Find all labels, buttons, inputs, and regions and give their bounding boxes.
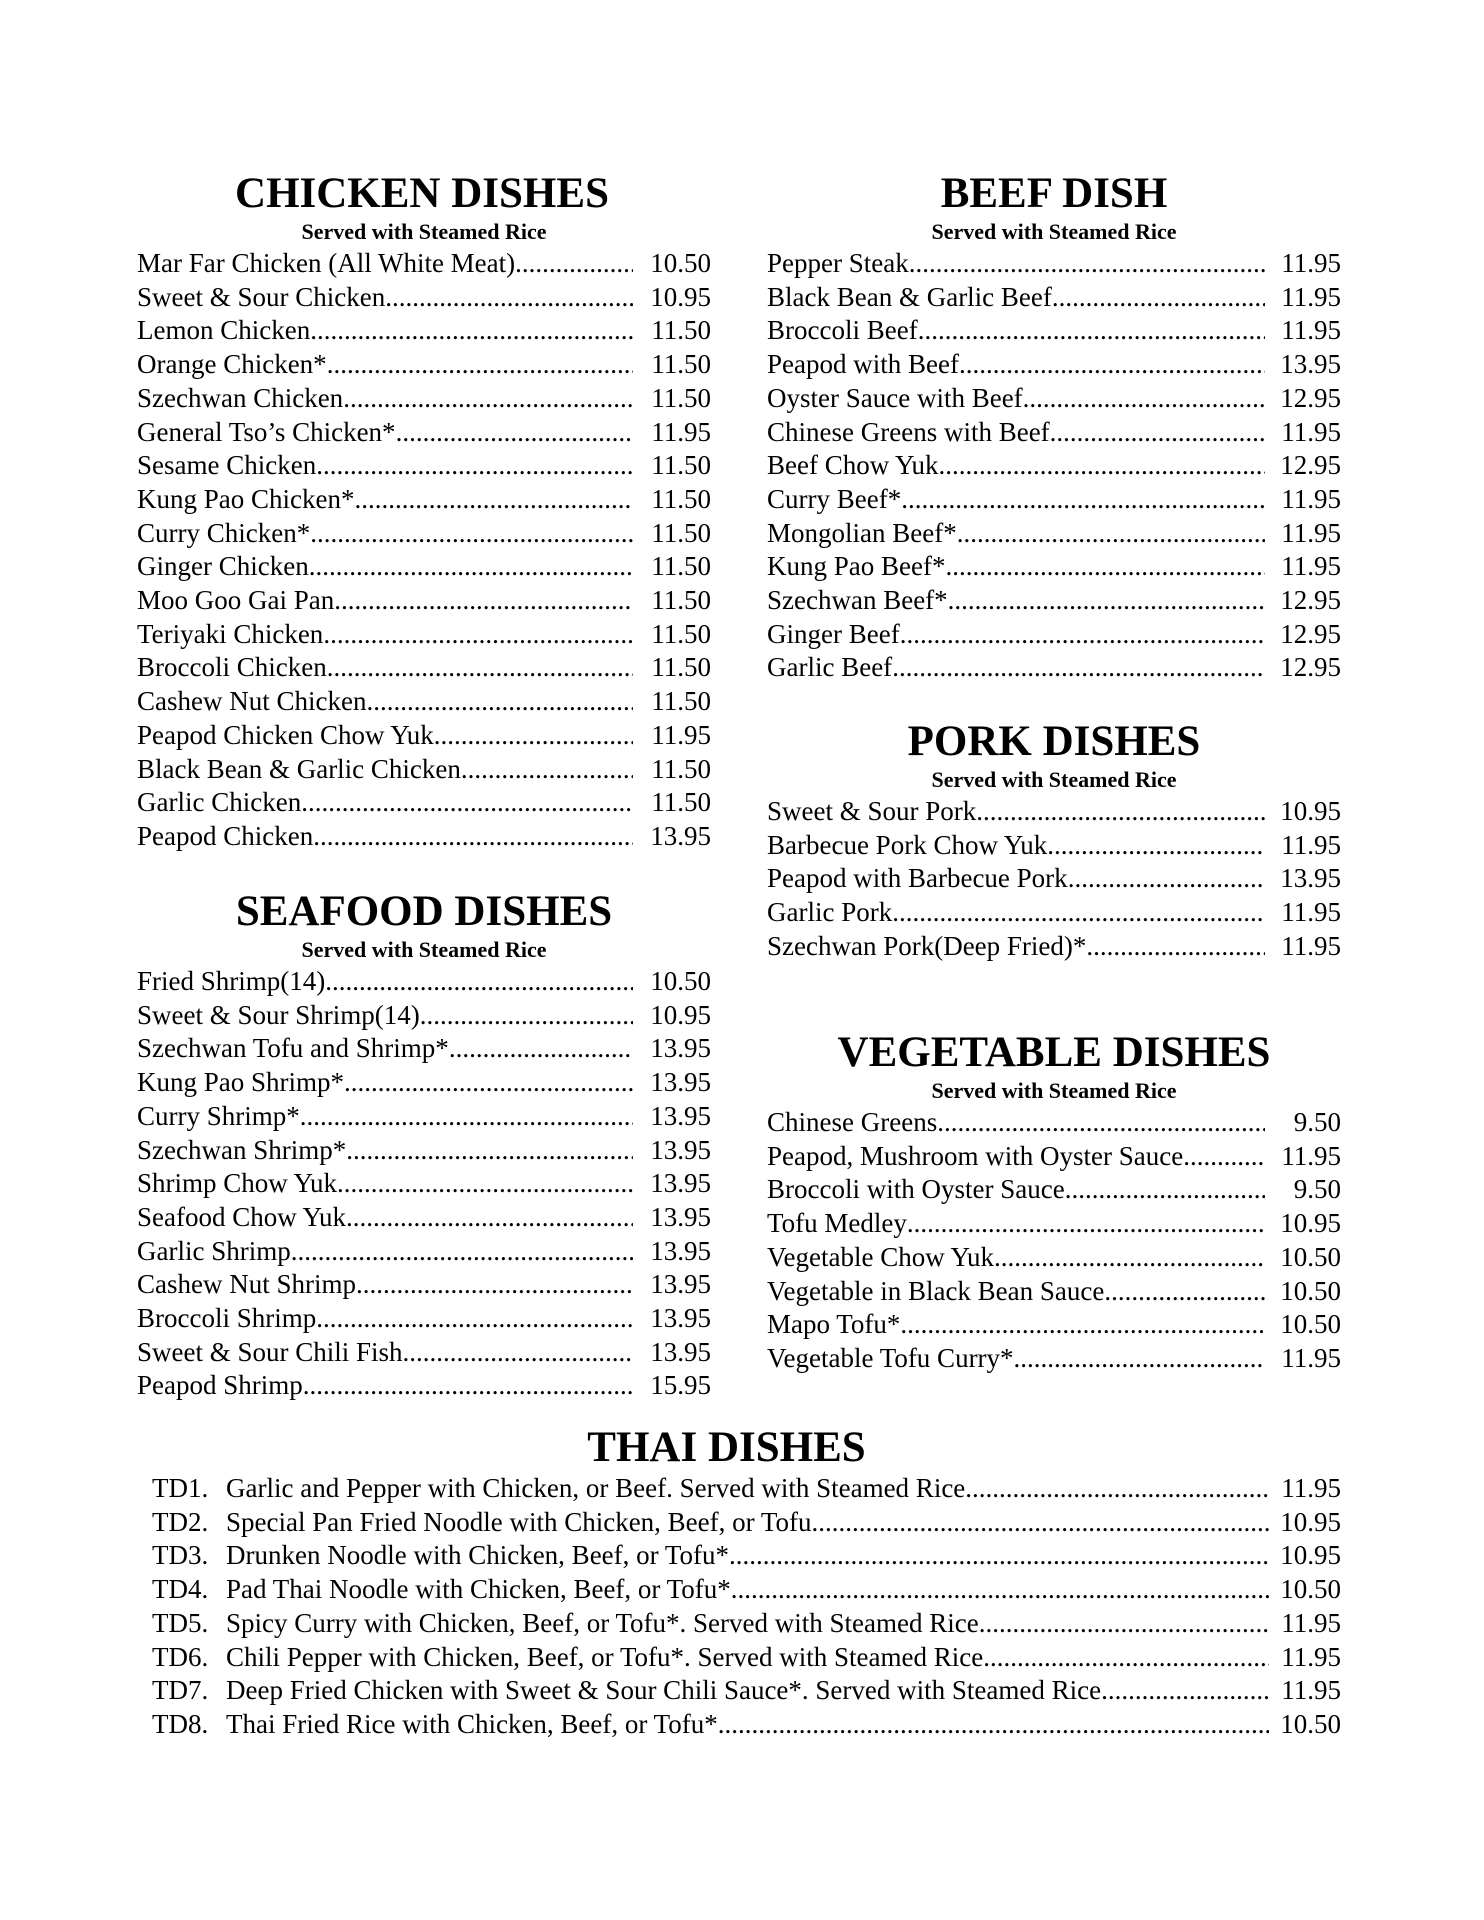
menu-item-name: Chinese Greens with Beef xyxy=(767,416,1050,447)
menu-item xyxy=(137,1302,711,1336)
menu-item-name: Szechwan Shrimp* xyxy=(137,1134,347,1165)
menu-item-name: Lemon Chicken xyxy=(137,315,311,346)
menu-item-price: 11.95 xyxy=(1281,517,1341,548)
dot-leader xyxy=(909,247,1265,281)
menu-item-price: 13.95 xyxy=(650,1033,711,1064)
menu-item-name: Curry Shrimp* xyxy=(137,1100,300,1131)
menu-item-price: 11.50 xyxy=(651,618,711,649)
menu-item-price: 10.95 xyxy=(1280,796,1341,826)
menu-item-name: Black Bean & Garlic Chicken xyxy=(137,753,461,784)
menu-item xyxy=(767,1308,1341,1342)
dot-leader xyxy=(959,348,1265,382)
dot-leader xyxy=(937,1106,1265,1140)
menu-item xyxy=(767,896,1341,930)
menu-item-price: 12.95 xyxy=(1280,585,1341,616)
dot-leader xyxy=(449,1032,633,1066)
menu-item-name: Vegetable Chow Yuk xyxy=(767,1241,994,1272)
menu-item-name: Beef Chow Yuk xyxy=(767,450,939,481)
menu-item-price: 13.95 xyxy=(1280,863,1341,894)
menu-item-price: 11.95 xyxy=(1281,829,1341,860)
menu-item-code: TD8. xyxy=(152,1708,209,1739)
menu-item-price: 13.95 xyxy=(650,1269,711,1300)
dot-leader xyxy=(907,1207,1265,1241)
menu-item xyxy=(767,1106,1341,1140)
menu-item xyxy=(152,1674,1341,1708)
menu-item-name: Broccoli with Oyster Sauce xyxy=(767,1174,1065,1205)
menu-item xyxy=(137,1369,711,1403)
menu-item-price: 13.95 xyxy=(650,1336,711,1367)
menu-item xyxy=(767,416,1341,450)
dot-leader xyxy=(1086,930,1265,964)
menu-item-price: 11.50 xyxy=(651,551,711,582)
menu-item-name: Curry Chicken* xyxy=(137,517,311,548)
menu-item xyxy=(152,1472,1341,1506)
menu-item xyxy=(137,1235,711,1269)
menu-item xyxy=(137,685,711,719)
menu-item xyxy=(767,517,1341,551)
item-list-seafood xyxy=(137,965,711,1403)
menu-item-price: 12.95 xyxy=(1280,382,1341,413)
menu-item xyxy=(137,1336,711,1370)
menu-item-price: 11.50 xyxy=(651,787,711,818)
dot-leader xyxy=(900,618,1265,652)
dot-leader xyxy=(1052,281,1265,315)
dot-leader xyxy=(731,1573,1269,1607)
dot-leader xyxy=(344,1066,633,1100)
menu-item xyxy=(137,965,711,999)
menu-item xyxy=(137,1066,711,1100)
menu-item xyxy=(137,786,711,820)
menu-item-price: 13.95 xyxy=(650,820,711,851)
menu-item-price: 13.95 xyxy=(650,1134,711,1165)
menu-item-name: Szechwan Pork(Deep Fried)* xyxy=(767,930,1087,961)
dot-leader xyxy=(1104,1275,1265,1309)
menu-item-price: 11.95 xyxy=(1281,1140,1341,1171)
menu-item xyxy=(137,550,711,584)
dot-leader xyxy=(356,1268,633,1302)
dot-leader xyxy=(729,1539,1269,1573)
dot-leader xyxy=(994,1241,1265,1275)
dot-leader xyxy=(325,965,633,999)
menu-item-name: Oyster Sauce with Beef xyxy=(767,382,1023,413)
menu-item xyxy=(767,1173,1341,1207)
dot-leader xyxy=(979,1607,1269,1641)
menu-item-price: 11.95 xyxy=(1281,416,1341,447)
dot-leader xyxy=(385,281,633,315)
menu-item xyxy=(137,247,711,281)
menu-item-name: Drunken Noodle with Chicken, Beef, or Tofu* xyxy=(226,1540,730,1571)
menu-item-name: Szechwan Tofu and Shrimp* xyxy=(137,1033,449,1064)
dot-leader xyxy=(337,1167,633,1201)
beef-section xyxy=(767,170,1341,685)
dot-leader xyxy=(346,1134,633,1168)
menu-item xyxy=(152,1539,1341,1573)
dot-leader xyxy=(403,1336,633,1370)
menu-item-price: 10.95 xyxy=(1280,1208,1341,1239)
menu-item-name: Special Pan Fried Noodle with Chicken, Beef, or Tofu xyxy=(226,1506,812,1537)
menu-item-price: 11.95 xyxy=(651,416,711,447)
menu-item-name: Sesame Chicken xyxy=(137,450,317,481)
menu-item-name: Pad Thai Noodle with Chicken, Beef, or Tofu* xyxy=(226,1574,731,1605)
section-subtitle-chicken: Served with Steamed Rice xyxy=(301,219,547,244)
item-list-vegetable xyxy=(767,1106,1341,1376)
menu-item-name: Broccoli Beef xyxy=(767,315,918,346)
menu-item-price: 13.95 xyxy=(650,1168,711,1199)
dot-leader xyxy=(812,1506,1270,1540)
dot-leader xyxy=(892,651,1265,685)
dot-leader xyxy=(327,651,633,685)
menu-item xyxy=(767,651,1341,685)
menu-item-name: Moo Goo Gai Pan xyxy=(137,585,335,616)
menu-item-name: Peapod Chicken Chow Yuk xyxy=(137,719,434,750)
menu-item-name: Ginger Beef xyxy=(767,618,900,649)
menu-item xyxy=(137,999,711,1033)
menu-item xyxy=(152,1641,1341,1675)
menu-item xyxy=(767,281,1341,315)
menu-item-code: TD4. xyxy=(152,1574,209,1605)
menu-item xyxy=(767,550,1341,584)
section-subtitle-pork: Served with Steamed Rice xyxy=(931,767,1177,792)
menu-item xyxy=(767,449,1341,483)
menu-item-name: Curry Beef* xyxy=(767,483,902,514)
menu-item xyxy=(767,618,1341,652)
menu-item-name: Garlic Beef xyxy=(767,652,893,683)
menu-item-name: Kung Pao Shrimp* xyxy=(137,1067,345,1098)
menu-item xyxy=(767,1207,1341,1241)
menu-item xyxy=(767,930,1341,964)
dot-leader xyxy=(343,382,633,416)
menu-item-name: Sweet & Sour Chicken xyxy=(137,281,386,312)
menu-item-price: 13.95 xyxy=(650,1067,711,1098)
menu-item-price: 11.95 xyxy=(1281,1473,1341,1503)
dot-leader xyxy=(310,314,633,348)
menu-item-name: Szechwan Beef* xyxy=(767,585,948,616)
menu-item xyxy=(767,247,1341,281)
section-title-vegetable: VEGETABLE DISHES xyxy=(837,1029,1271,1076)
menu-item xyxy=(152,1708,1341,1742)
menu-item-name: Cashew Nut Chicken xyxy=(137,686,367,717)
menu-item-name: General Tso’s Chicken* xyxy=(137,416,396,447)
menu-item-price: 11.50 xyxy=(651,686,711,717)
menu-item xyxy=(137,416,711,450)
menu-item-name: Szechwan Chicken xyxy=(137,382,344,413)
menu-item-name: Mapo Tofu* xyxy=(767,1309,901,1340)
dot-leader xyxy=(1101,1674,1269,1708)
dot-leader xyxy=(965,1472,1269,1506)
menu-item-name: Thai Fried Rice with Chicken, Beef, or Tofu* xyxy=(226,1708,718,1739)
menu-item xyxy=(767,382,1341,416)
menu-item xyxy=(137,584,711,618)
menu-item-price: 11.50 xyxy=(651,585,711,616)
menu-item-name: Kung Pao Chicken* xyxy=(137,483,355,514)
dot-leader xyxy=(900,1308,1265,1342)
menu-item xyxy=(767,1275,1341,1309)
menu-item-name: Peapod Chicken xyxy=(137,820,314,851)
menu-item xyxy=(137,1134,711,1168)
dot-leader xyxy=(1014,1342,1265,1376)
menu-item-name: Vegetable in Black Bean Sauce xyxy=(767,1275,1105,1306)
dot-leader xyxy=(323,618,633,652)
menu-item-name: Chili Pepper with Chicken, Beef, or Tofu*. Served with Steamed Rice xyxy=(226,1641,984,1672)
dot-leader xyxy=(291,1235,633,1269)
section-title-beef: BEEF DISH xyxy=(940,170,1168,217)
menu-item xyxy=(767,314,1341,348)
menu-item-name: Sweet & Sour Shrimp(14) xyxy=(137,999,420,1030)
menu-item-price: 10.95 xyxy=(650,281,711,312)
menu-item xyxy=(137,753,711,787)
menu-item-price: 10.50 xyxy=(1280,1574,1341,1605)
menu-item-price: 11.95 xyxy=(1281,930,1341,961)
item-list-thai xyxy=(152,1472,1341,1742)
menu-item xyxy=(137,382,711,416)
menu-item-price: 13.95 xyxy=(650,1303,711,1334)
menu-item xyxy=(137,449,711,483)
menu-item xyxy=(767,1342,1341,1376)
menu-item-price: 12.95 xyxy=(1280,618,1341,649)
menu-item xyxy=(137,517,711,551)
menu-item-name: Chinese Greens xyxy=(767,1107,938,1137)
section-subtitle-beef: Served with Steamed Rice xyxy=(931,219,1177,244)
section-title-seafood: SEAFOOD DISHES xyxy=(235,888,613,935)
menu-item-price: 11.95 xyxy=(1281,897,1341,928)
menu-item-price: 13.95 xyxy=(650,1201,711,1232)
menu-item-price: 11.95 xyxy=(1281,551,1341,582)
menu-item-name: Garlic Pork xyxy=(767,897,893,928)
menu-item-price: 10.50 xyxy=(1280,1241,1341,1272)
dot-leader xyxy=(346,1201,633,1235)
menu-item-price: 11.50 xyxy=(651,517,711,548)
menu-item-price: 11.50 xyxy=(651,349,711,380)
menu-item-name: Broccoli Shrimp xyxy=(137,1303,317,1334)
menu-item xyxy=(137,1167,711,1201)
menu-item xyxy=(152,1573,1341,1607)
menu-item xyxy=(767,584,1341,618)
menu-item xyxy=(767,795,1341,829)
item-list-chicken xyxy=(137,247,711,854)
dot-leader xyxy=(515,247,633,281)
dot-leader xyxy=(1183,1140,1265,1174)
menu-item-price: 11.50 xyxy=(651,483,711,514)
menu-item xyxy=(767,1241,1341,1275)
menu-item-name: Barbecue Pork Chow Yuk xyxy=(767,829,1048,860)
menu-item xyxy=(137,618,711,652)
menu-item-price: 11.95 xyxy=(1281,1641,1341,1672)
dot-leader xyxy=(301,786,633,820)
dot-leader xyxy=(313,820,633,854)
menu-item-code: TD1. xyxy=(152,1473,209,1503)
menu-item-price: 9.50 xyxy=(1293,1174,1341,1205)
dot-leader xyxy=(892,896,1265,930)
menu-item-price: 12.95 xyxy=(1280,652,1341,683)
section-title-thai: THAI DISHES xyxy=(587,1424,866,1471)
dot-leader xyxy=(316,1302,633,1336)
menu-item-price: 10.95 xyxy=(1280,1540,1341,1571)
menu-item-price: 11.95 xyxy=(1281,281,1341,312)
menu-item-price: 11.95 xyxy=(1281,483,1341,514)
menu-item-name: Fried Shrimp(14) xyxy=(137,966,326,996)
dot-leader xyxy=(1050,416,1265,450)
dot-leader xyxy=(316,449,633,483)
menu-item xyxy=(767,1140,1341,1174)
dot-leader xyxy=(366,685,633,719)
menu-item-name: Garlic and Pepper with Chicken, or Beef. Served with Steamed Rice xyxy=(226,1473,966,1503)
menu-item-name: Pepper Steak xyxy=(767,248,909,278)
menu-item-price: 11.50 xyxy=(651,450,711,481)
thai-section xyxy=(152,1424,1341,1742)
menu-item-name: Ginger Chicken xyxy=(137,551,309,582)
menu-item xyxy=(767,348,1341,382)
menu-item xyxy=(137,281,711,315)
item-list-beef xyxy=(767,247,1341,685)
menu-item-name: Kung Pao Beef* xyxy=(767,551,946,582)
menu-item xyxy=(137,1100,711,1134)
dot-leader xyxy=(300,1100,633,1134)
section-subtitle-vegetable: Served with Steamed Rice xyxy=(931,1078,1177,1103)
menu-item-name: Peapod Shrimp xyxy=(137,1370,303,1401)
menu-item xyxy=(137,483,711,517)
menu-item-price: 11.50 xyxy=(651,753,711,784)
section-title-chicken: CHICKEN DISHES xyxy=(235,170,609,217)
section-title-pork: PORK DISHES xyxy=(907,718,1201,765)
menu-item-price: 13.95 xyxy=(650,1100,711,1131)
dot-leader xyxy=(1023,382,1265,416)
menu-item-name: Peapod, Mushroom with Oyster Sauce xyxy=(767,1140,1184,1171)
menu-item-price: 11.95 xyxy=(651,719,711,750)
menu-item-name: Orange Chicken* xyxy=(137,349,327,380)
menu-item-price: 11.50 xyxy=(651,315,711,346)
section-subtitle-seafood: Served with Steamed Rice xyxy=(301,937,547,962)
menu-item-price: 9.50 xyxy=(1293,1107,1341,1137)
menu-item xyxy=(137,1032,711,1066)
dot-leader xyxy=(434,719,633,753)
menu-item xyxy=(152,1607,1341,1641)
menu-item-price: 11.95 xyxy=(1281,1607,1341,1638)
dot-leader xyxy=(957,517,1265,551)
menu-item-price: 10.50 xyxy=(1280,1708,1341,1739)
vegetable-section xyxy=(767,1029,1341,1376)
dot-leader xyxy=(354,483,633,517)
chicken-section xyxy=(137,170,711,854)
menu-item-price: 11.95 xyxy=(1281,248,1341,278)
menu-item-price: 11.95 xyxy=(1281,315,1341,346)
dot-leader xyxy=(918,314,1265,348)
dot-leader xyxy=(1068,862,1265,896)
dot-leader xyxy=(938,449,1265,483)
dot-leader xyxy=(310,517,633,551)
dot-leader xyxy=(718,1708,1269,1742)
menu-item-price: 11.50 xyxy=(651,382,711,413)
menu-item-name: Shrimp Chow Yuk xyxy=(137,1168,338,1199)
menu-item-price: 11.95 xyxy=(1281,1342,1341,1373)
menu-item-code: TD7. xyxy=(152,1675,209,1706)
menu-item xyxy=(137,314,711,348)
menu-item xyxy=(137,719,711,753)
menu-item-price: 10.95 xyxy=(1280,1506,1341,1537)
menu-item-name: Garlic Shrimp xyxy=(137,1235,291,1266)
menu-item-name: Mar Far Chicken (All White Meat) xyxy=(137,248,516,278)
menu-item-name: Mongolian Beef* xyxy=(767,517,957,548)
dot-leader xyxy=(1065,1173,1265,1207)
menu-item-price: 11.95 xyxy=(1281,1675,1341,1706)
menu-item xyxy=(137,820,711,854)
menu-item-price: 10.50 xyxy=(1280,1309,1341,1340)
seafood-section xyxy=(137,888,711,1403)
menu-item-name: Sweet & Sour Chili Fish xyxy=(137,1336,403,1367)
menu-item xyxy=(137,1268,711,1302)
menu-item-name: Teriyaki Chicken xyxy=(137,618,324,649)
menu-item-code: TD2. xyxy=(152,1506,209,1537)
dot-leader xyxy=(983,1641,1269,1675)
menu-item-code: TD3. xyxy=(152,1540,209,1571)
menu-item-name: Vegetable Tofu Curry* xyxy=(767,1342,1014,1373)
dot-leader xyxy=(948,584,1265,618)
menu-item xyxy=(767,862,1341,896)
menu-item-name: Spicy Curry with Chicken, Beef, or Tofu*. Served with Steamed Rice xyxy=(226,1607,979,1638)
menu-item-name: Seafood Chow Yuk xyxy=(137,1201,346,1232)
menu-item xyxy=(137,1201,711,1235)
dot-leader xyxy=(420,999,633,1033)
menu-item xyxy=(767,829,1341,863)
dot-leader xyxy=(334,584,633,618)
menu-item xyxy=(767,483,1341,517)
menu-item-name: Cashew Nut Shrimp xyxy=(137,1269,356,1300)
item-list-pork xyxy=(767,795,1341,964)
dot-leader xyxy=(1047,829,1265,863)
menu-item-price: 13.95 xyxy=(650,1235,711,1266)
dot-leader xyxy=(309,550,633,584)
menu-item-price: 10.50 xyxy=(1280,1275,1341,1306)
menu-item xyxy=(152,1506,1341,1540)
menu-item-name: Broccoli Chicken xyxy=(137,652,327,683)
menu-item-code: TD5. xyxy=(152,1607,209,1638)
menu-item-price: 15.95 xyxy=(650,1370,711,1401)
dot-leader xyxy=(327,348,633,382)
dot-leader xyxy=(303,1369,633,1403)
menu-item xyxy=(137,651,711,685)
dot-leader xyxy=(976,795,1265,829)
menu-item-name: Peapod with Barbecue Pork xyxy=(767,863,1068,894)
pork-section xyxy=(767,718,1341,964)
menu-item-code: TD6. xyxy=(152,1641,209,1672)
menu-item-name: Sweet & Sour Pork xyxy=(767,796,977,826)
menu-item-price: 11.50 xyxy=(651,652,711,683)
menu-item-name: Black Bean & Garlic Beef xyxy=(767,281,1052,312)
menu-item-price: 10.95 xyxy=(650,999,711,1030)
menu-item-name: Tofu Medley xyxy=(767,1208,907,1239)
dot-leader xyxy=(945,550,1265,584)
menu-item-price: 10.50 xyxy=(650,248,711,278)
dot-leader xyxy=(396,416,633,450)
dot-leader xyxy=(461,753,633,787)
menu-item xyxy=(137,348,711,382)
menu-item-price: 12.95 xyxy=(1280,450,1341,481)
menu-item-name: Deep Fried Chicken with Sweet & Sour Chili Sauce*. Served with Steamed Rice xyxy=(226,1675,1102,1706)
menu-item-price: 10.50 xyxy=(650,966,711,996)
menu-item-name: Peapod with Beef xyxy=(767,349,959,380)
menu-item-price: 13.95 xyxy=(1280,349,1341,380)
dot-leader xyxy=(901,483,1265,517)
menu-item-name: Garlic Chicken xyxy=(137,787,302,818)
